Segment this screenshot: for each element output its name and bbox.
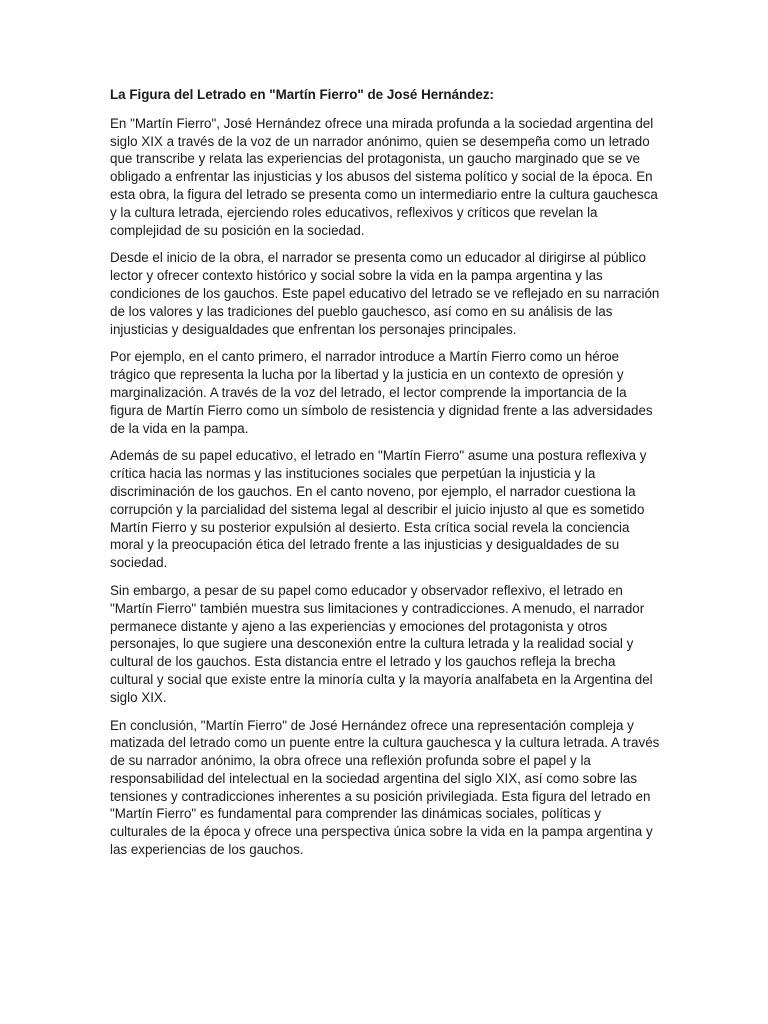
document-title: La Figura del Letrado en "Martín Fierro" de José Hernández:	[110, 87, 494, 102]
paragraph-2: Desde el inicio de la obra, el narrador se presenta como un educador al dirigirse al público lector y ofrecer contexto histórico y social sobre la vida en la pampa argentina y las condiciones de los gauchos. Este papel educativo del letrado se ve reflejado en su narración de los valores y las tradiciones del pueblo gauchesco, así como en su análisis de las injusticias y desigualdades que enfrentan los personajes principales.	[110, 250, 660, 337]
paragraph-5: Sin embargo, a pesar de su papel como educador y observador reflexivo, el letrado en "Martín Fierro" también muestra sus limitaciones y contradicciones. A menudo, el narrador permanece distante y ajeno a las experiencias y emociones del protagonista y otros personajes, lo que sugiere una desconexión entre la cultura letrada y la realidad social y cultural de los gauchos. Esta distancia entre el letrado y los gauchos refleja la brecha cultural y social que existe entre la minoría culta y la mayoría analfabeta en la Argentina del siglo XIX.	[110, 582, 653, 705]
paragraph-1: En "Martín Fierro", José Hernández ofrece una mirada profunda a la sociedad argentina del siglo XIX a través de la voz de un narrador anónimo, quien se desempeña como un letrado que transcribe y relata las experiencias del protagonista, un gaucho marginado que se ve obligado a enfrentar las injusticias y los abusos del sistema político y social de la época. En esta obra, la figura del letrado se presenta como un intermediario entre la cultura gauchesca y la cultura letrada, ejerciendo roles educativos, reflexivos y críticos que revelan la complejidad de su posición en la sociedad.	[110, 115, 658, 238]
paragraph-4: Además de su papel educativo, el letrado en "Martín Fierro" asume una postura reflexiva y crítica hacia las normas y las instituciones sociales que perpetúan la injusticia y la discriminación de los gauchos. En el canto noveno, por ejemplo, el narrador cuestiona la corrupción y la parcialidad del sistema legal al describir el juicio injusto al que es sometido Martín Fierro y su posterior expulsión al desierto. Esta crítica social revela la conciencia moral y la preocupación ética del letrado frente a las injusticias y desigualdades de su sociedad.	[110, 448, 647, 571]
document-page	[110, 86, 662, 869]
paragraph-6: En conclusión, "Martín Fierro" de José Hernández ofrece una representación compleja y matizada del letrado como un puente entre la cultura gauchesca y la cultura letrada. A través de su narrador anónimo, la obra ofrece una reflexión profunda sobre el papel y la responsabilidad del intelectual en la sociedad argentina del siglo XIX, así como sobre las tensiones y contradicciones inherentes a su posición privilegiada. Esta figura del letrado en "Martín Fierro" es fundamental para comprender las dinámicas sociales, políticas y culturales de la época y ofrece una perspectiva única sobre la vida en la pampa argentina y las experiencias de los gauchos.	[110, 717, 660, 858]
paragraph-3: Por ejemplo, en el canto primero, el narrador introduce a Martín Fierro como un héroe trágico que representa la lucha por la libertad y la justicia en un contexto de opresión y marginalización. A través de la voz del letrado, el lector comprende la importancia de la figura de Martín Fierro como un símbolo de resistencia y dignidad frente a las adversidades de la vida en la pampa.	[110, 349, 653, 436]
